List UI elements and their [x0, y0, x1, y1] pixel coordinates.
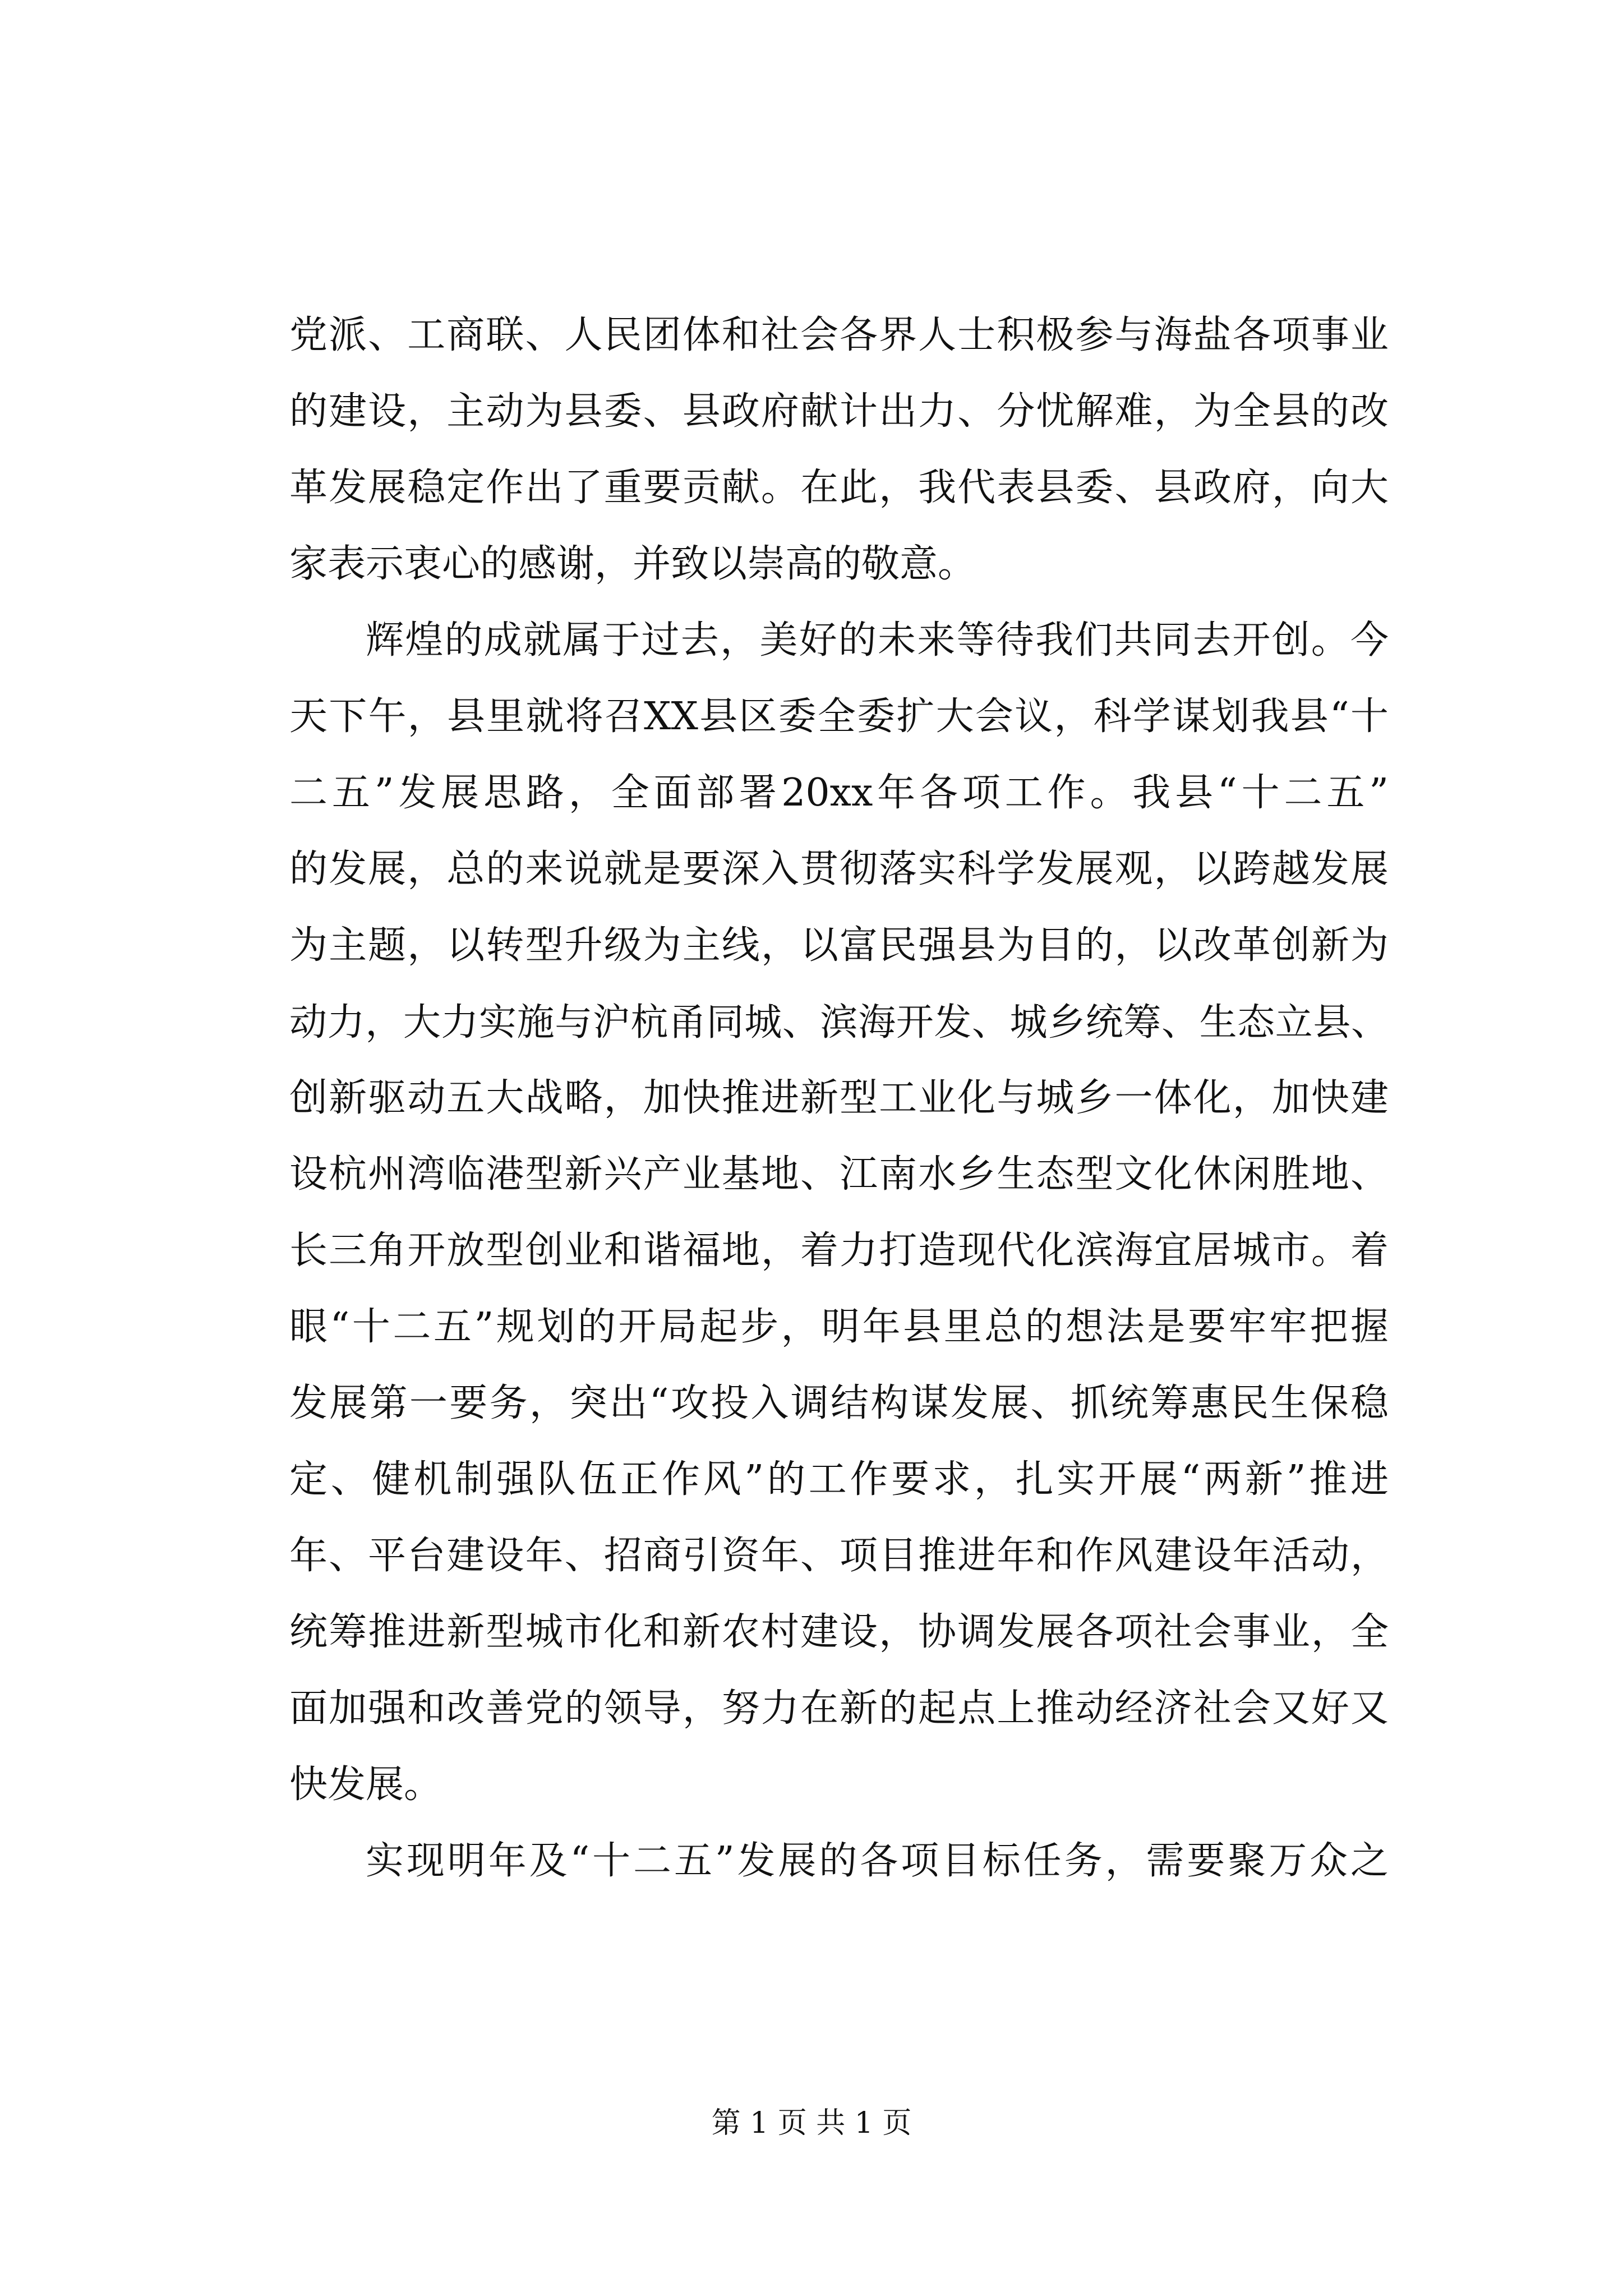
text-line: 的建设，主动为县委、县政府献计出力、分忧解难，为全县的改 [289, 389, 1389, 434]
text-line: 党派、工商联、人民团体和社会各界人士积极参与海盐各项事业 [289, 313, 1389, 357]
text-line: 快发展。 [289, 1763, 442, 1807]
text-line: 面加强和改善党的领导，努力在新的起点上推动经济社会又好又 [289, 1686, 1389, 1731]
text-line: 天下午，县里就将召XX县区委全委扩大会议，科学谋划我县“十 [289, 694, 1389, 739]
body-text [289, 297, 1389, 1899]
text-line: 发展第一要务，突出“攻投入调结构谋发展、抓统筹惠民生保稳 [289, 1381, 1389, 1425]
text-line: 革发展稳定作出了重要贡献。在此，我代表县委、县政府，向大 [289, 466, 1389, 510]
text-line: 眼“十二五”规划的开局起步，明年县里总的想法是要牢牢把握 [289, 1305, 1389, 1349]
text-line: 设杭州湾临港型新兴产业基地、江南水乡生态型文化休闲胜地、 [289, 1152, 1389, 1197]
text-line: 为主题，以转型升级为主线，以富民强县为目的，以改革创新为 [289, 923, 1389, 968]
text-line: 二五”发展思路，全面部署20xx年各项工作。我县“十二五” [289, 771, 1389, 815]
text-line: 的发展，总的来说就是要深入贯彻落实科学发展观，以跨越发展 [289, 847, 1389, 891]
text-line: 统筹推进新型城市化和新农村建设，协调发展各项社会事业，全 [289, 1610, 1389, 1654]
text-line: 动力，大力实施与沪杭甬同城、滨海开发、城乡统筹、生态立县、 [289, 1000, 1389, 1044]
text-line: 家表示衷心的感谢，并致以崇高的敬意。 [289, 542, 976, 586]
text-line: 年、平台建设年、招商引资年、项目推进年和作风建设年活动， [289, 1534, 1389, 1578]
text-line: 辉煌的成就属于过去，美好的未来等待我们共同去开创。今 [366, 618, 1389, 662]
page-footer: 第 1 页 共 1 页 [711, 2106, 912, 2140]
text-line: 实现明年及“十二五”发展的各项目标任务，需要聚万众之 [366, 1839, 1389, 1883]
text-line: 定、健机制强队伍正作风”的工作要求，扎实开展“两新”推进 [289, 1457, 1389, 1502]
text-line: 长三角开放型创业和谐福地，着力打造现代化滨海宜居城市。着 [289, 1228, 1389, 1273]
text-line: 创新驱动五大战略，加快推进新型工业化与城乡一体化，加快建 [289, 1076, 1389, 1120]
